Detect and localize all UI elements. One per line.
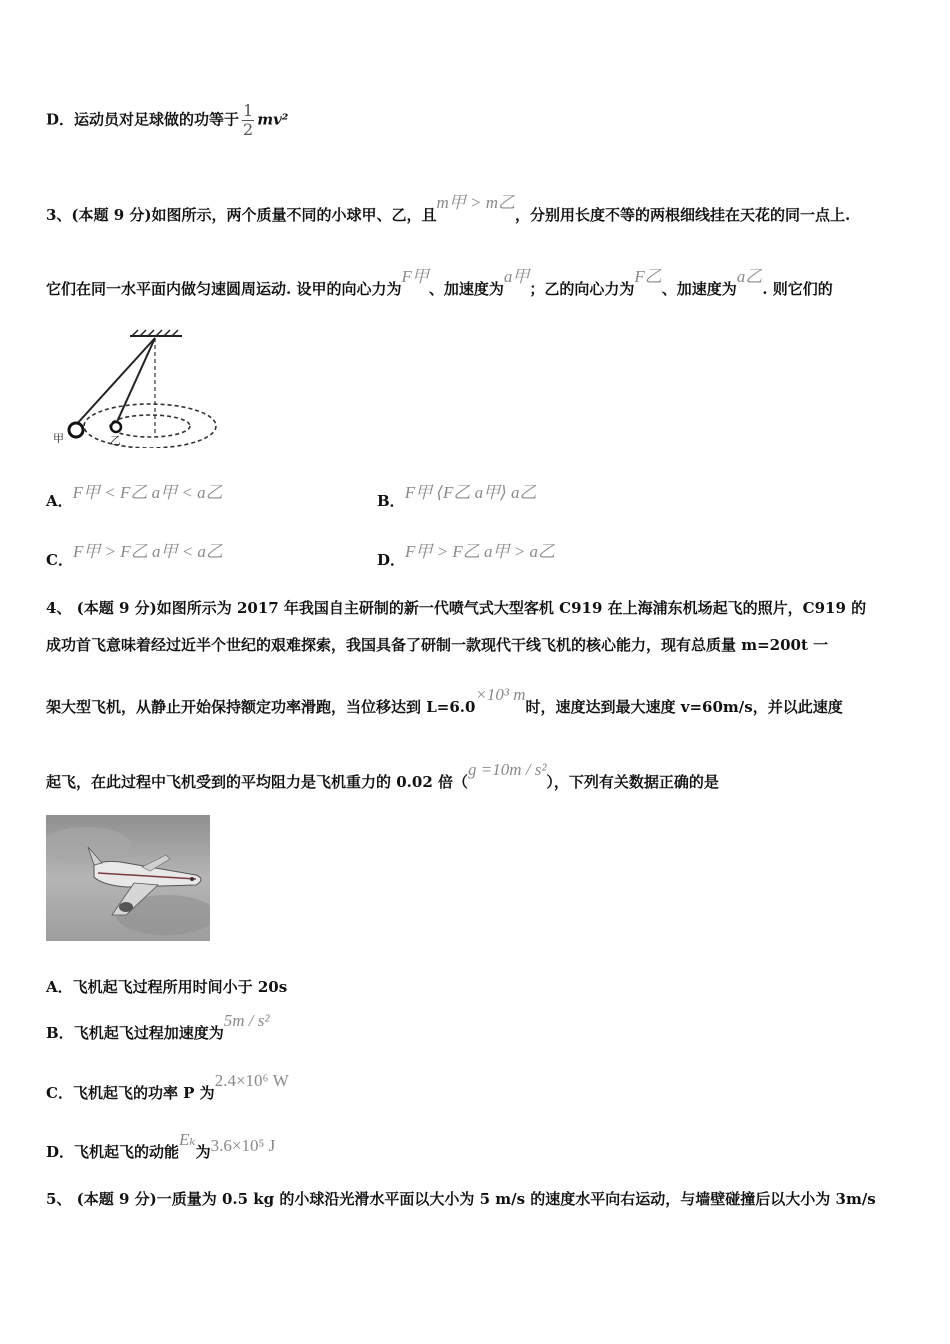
q3-text-2d: 、加速度为 — [661, 280, 737, 298]
option-label: C． — [46, 1084, 73, 1102]
q5-line-1: 5、 (本题 9 分)一质量为 0.5 kg 的小球沿光滑水平面以大小为 5 m/s 的速度水平向右运动，与墙壁碰撞后以大小为 3m/s — [46, 1190, 876, 1208]
q4-line-1: 4、 (本题 9 分)如图所示为 2017 年我国自主研制的新一代喷气式大型客机 C919 在上海浦东机场起飞的照片，C919 的 — [46, 599, 867, 617]
option-label: A． — [46, 978, 73, 996]
option-label: D． — [46, 110, 75, 129]
fraction-denominator: 2 — [243, 120, 254, 139]
option-text: 飞机起飞过程加速度为 — [73, 1024, 224, 1042]
label-yi: 乙 — [110, 434, 121, 447]
q3-text-2b: 、加速度为 — [428, 280, 504, 298]
option-label: A． — [46, 492, 73, 510]
option-text: 飞机起飞的动能 — [74, 1143, 180, 1161]
q4-math-distance: ×10³ m — [475, 685, 526, 704]
q3-option-b[interactable] — [377, 483, 537, 511]
option-label: D． — [46, 1143, 75, 1161]
q3-math-f-yi: F乙 — [634, 267, 662, 286]
ball-yi — [111, 422, 121, 432]
option-math: F甲 ⟨F乙 a甲⟩ a乙 — [404, 483, 537, 502]
conical-pendulum-diagram — [50, 328, 225, 448]
q4-line-4 — [46, 760, 719, 792]
q3-text-2e: . 则它们的 — [762, 280, 833, 298]
option-math: F甲 > F乙 a甲 < a乙 — [72, 542, 223, 561]
option-text: 运动员对足球做的功等于 — [74, 110, 240, 129]
q3-line-1 — [46, 193, 851, 225]
q3-math-a-jia: a甲 — [503, 267, 530, 286]
string-yi — [116, 338, 155, 424]
q3-option-a[interactable] — [46, 483, 223, 511]
option-math-2: 3.6×10⁵ J — [210, 1136, 276, 1155]
q4-text-3b: 时，速度达到最大速度 v=60m/s，并以此速度 — [525, 698, 843, 716]
option-text: 飞机起飞的功率 P 为 — [72, 1084, 215, 1102]
label-jia: 甲 — [53, 432, 64, 445]
q4-text-4a: 起飞，在此过程中飞机受到的平均阻力是飞机重力的 0.02 倍（ — [46, 773, 468, 791]
q3-line-2 — [46, 267, 833, 299]
q3-text-2a: 它们在同一水平面内做匀速圆周运动. 设甲的向心力为 — [46, 280, 402, 298]
option-math: 5m / s² — [223, 1011, 270, 1030]
q3-text-1a: 3、(本题 9 分)如图所示，两个质量不同的小球甲、乙，且 — [46, 206, 437, 224]
q3-math-f-jia: F甲 — [401, 267, 429, 286]
option-label: C． — [46, 551, 73, 569]
option-label: D． — [377, 551, 406, 569]
q3-text-1b: ，分别用长度不等的两根细线挂在天花的同一点上. — [515, 206, 851, 224]
c919-takeoff-photo — [46, 815, 210, 941]
option-math: F甲 > F乙 a甲 > a乙 — [405, 542, 555, 561]
orbit-outer — [84, 404, 216, 448]
q4-option-d[interactable] — [46, 1130, 276, 1162]
q3-math-a-yi: a乙 — [736, 267, 763, 286]
q4-option-b[interactable] — [46, 1011, 270, 1043]
option-math: F甲 < F乙 a甲 < a乙 — [72, 483, 223, 502]
option-label: B． — [377, 492, 405, 510]
option-math: 2.4×10⁶ W — [214, 1071, 289, 1090]
option-label: B． — [46, 1024, 74, 1042]
q4-option-a[interactable] — [46, 976, 287, 997]
q4-line-2: 成功首飞意味着经过近半个世纪的艰难探索，我国具备了研制一款现代干线飞机的核心能力，现有总质量 m=200t 一 — [46, 636, 829, 654]
option-text: 飞机起飞过程所用时间小于 20s — [72, 978, 288, 996]
option-math: Eₖ — [179, 1130, 196, 1149]
fraction-numerator: 1 — [243, 101, 254, 120]
q4-line-3 — [46, 685, 843, 717]
q4-option-c[interactable] — [46, 1071, 289, 1103]
q3-option-c[interactable] — [46, 542, 223, 570]
option-text-2: 为 — [195, 1143, 211, 1161]
q3-text-2c: ；乙的向心力为 — [529, 280, 635, 298]
ball-jia — [69, 423, 83, 437]
fraction — [242, 102, 254, 139]
q4-text-3a: 架大型飞机，从静止开始保持额定功率滑跑，当位移达到 L=6.0 — [46, 698, 476, 716]
formula-mv2: mv² — [257, 110, 289, 129]
q4-text-4b: ），下列有关数据正确的是 — [546, 773, 719, 791]
q4-math-gravity: g =10m / s² — [467, 760, 547, 779]
q2-option-d — [46, 102, 288, 139]
q3-math-mass: m甲 > m乙 — [436, 193, 516, 212]
string-jia — [75, 338, 155, 426]
q3-option-d[interactable] — [377, 542, 555, 570]
